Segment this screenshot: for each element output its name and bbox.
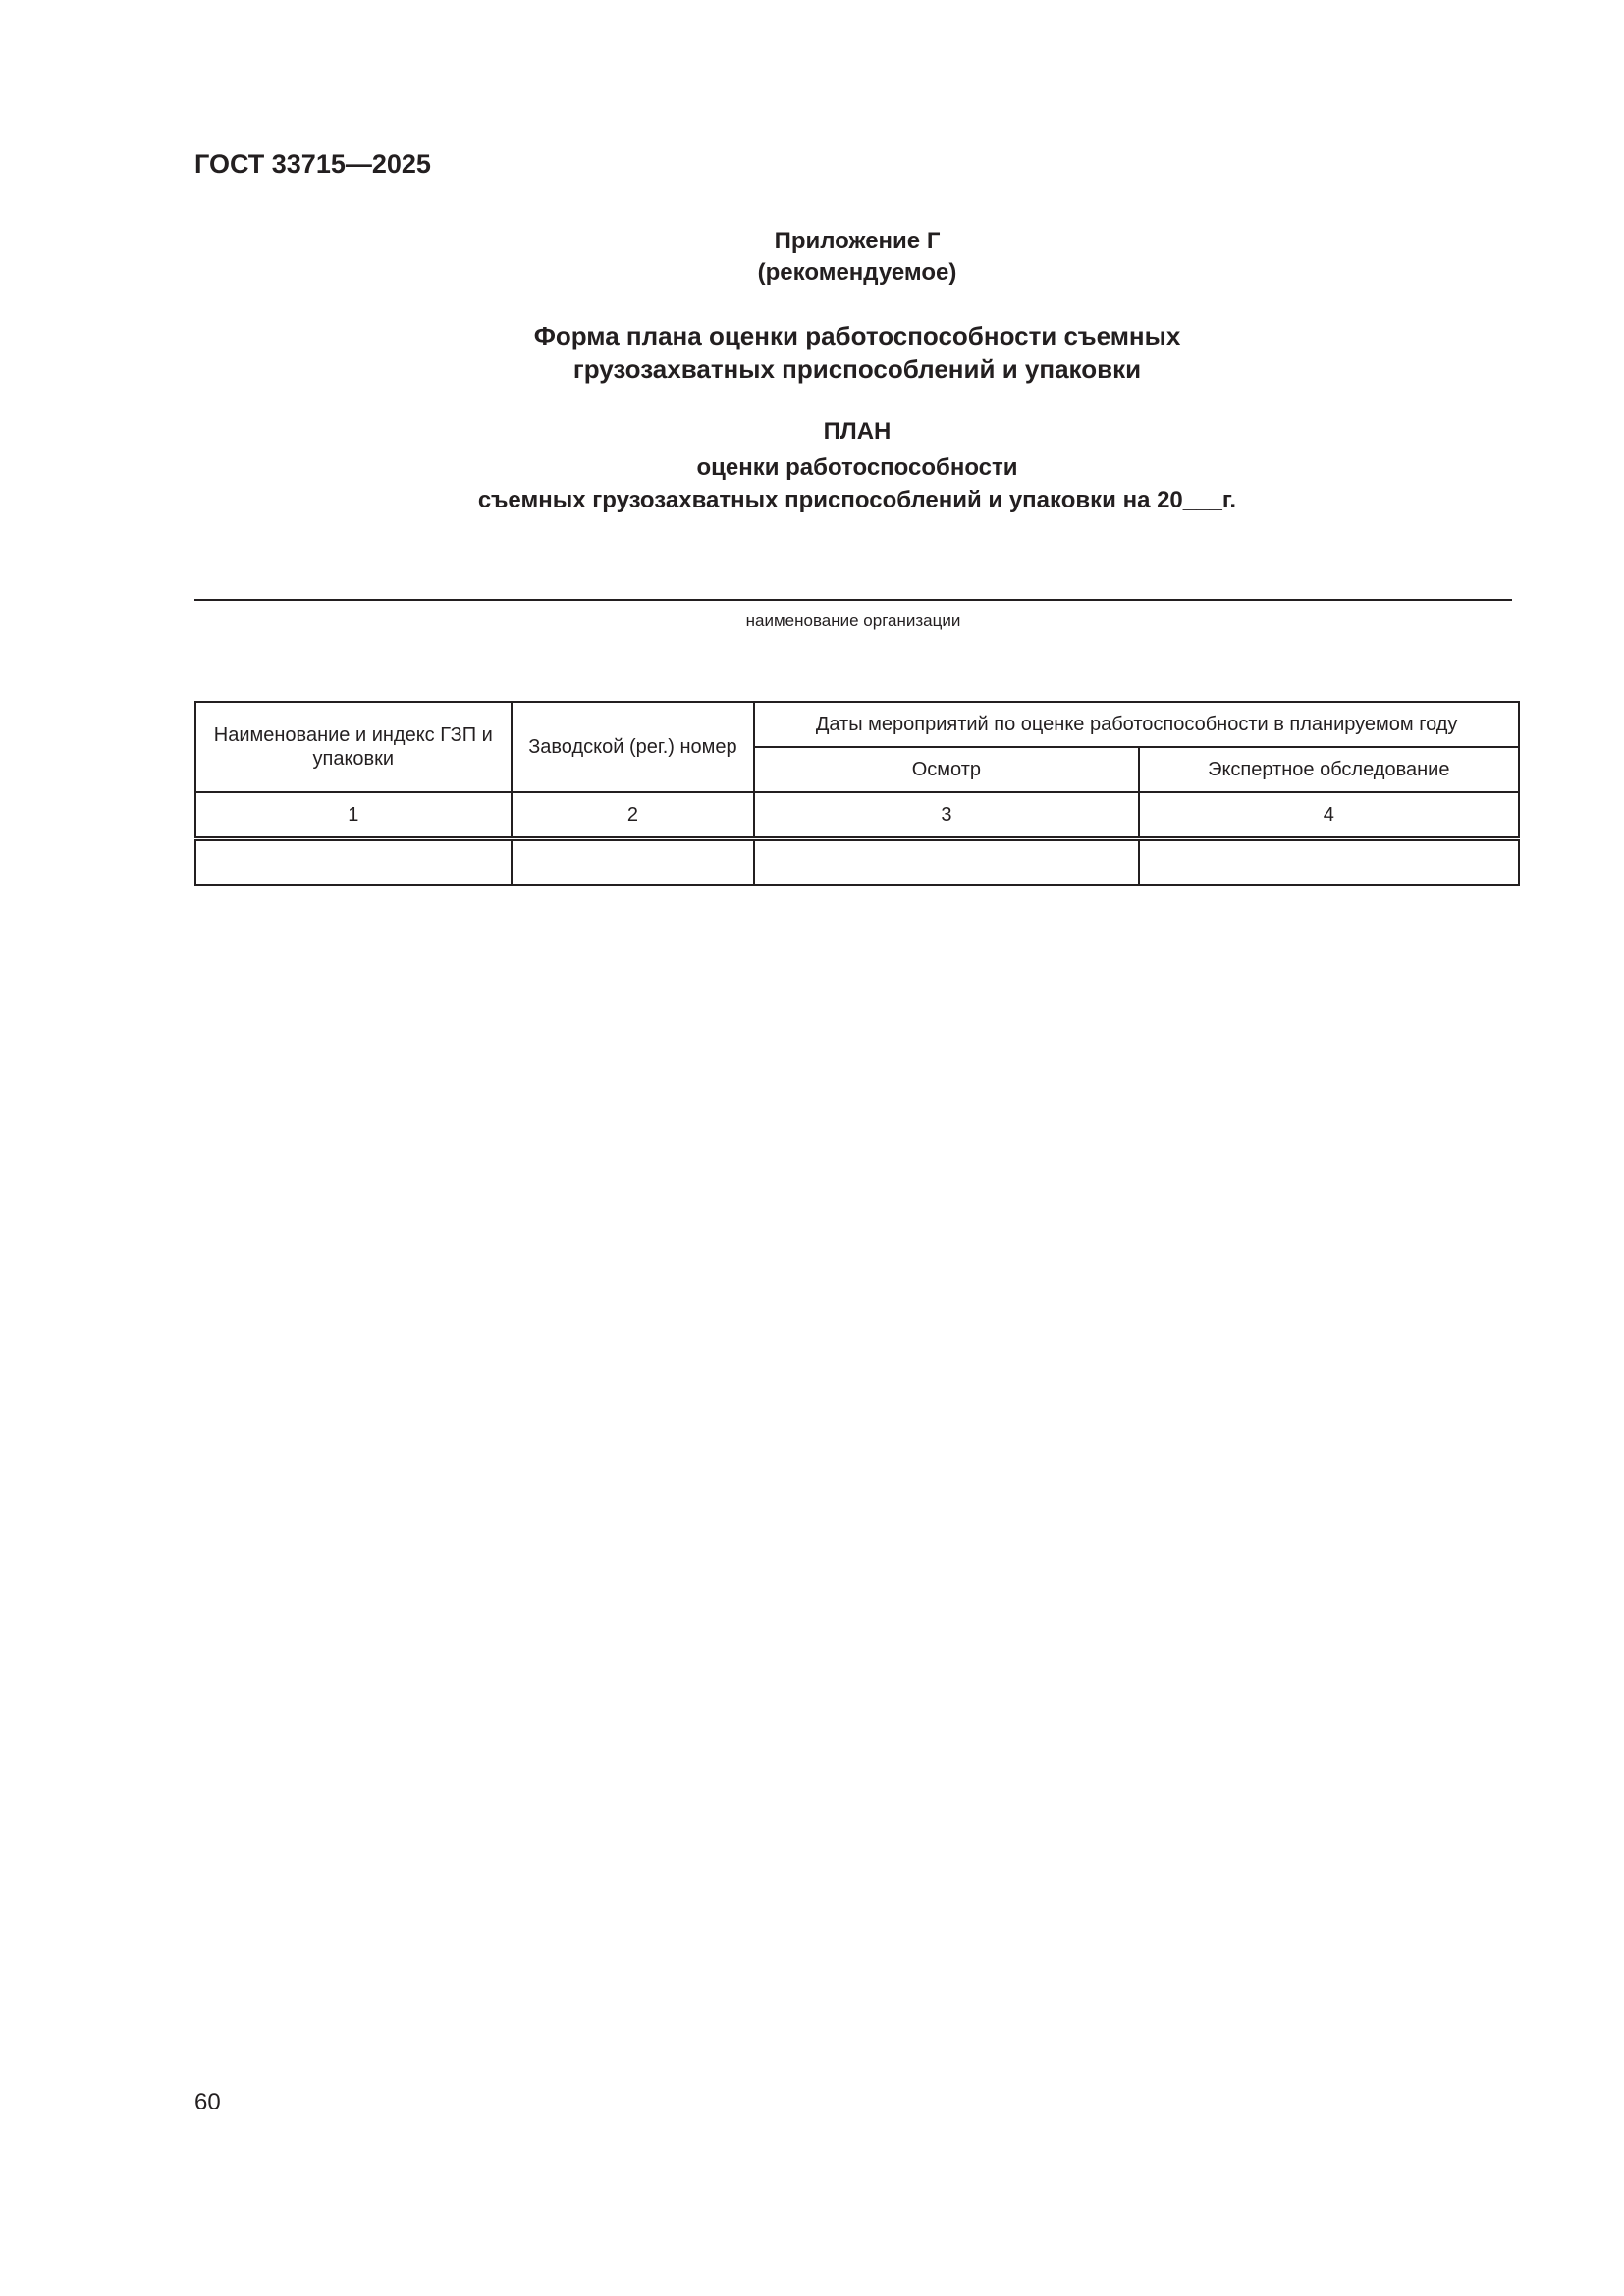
empty-cell: [1139, 839, 1519, 886]
form-title-line1: Форма плана оценки работоспособности съемных: [533, 321, 1181, 350]
empty-cell: [512, 839, 755, 886]
appendix-title: Приложение Г: [774, 228, 941, 254]
empty-cell: [195, 839, 512, 886]
column-numbers-row: [195, 792, 1519, 839]
plan-table: [194, 701, 1520, 886]
header-serial-number: Заводской (рег.) номер: [512, 702, 755, 792]
empty-row: [195, 839, 1519, 886]
organization-caption: наименование организации: [745, 612, 961, 630]
header-name-index: Наименование и индекс ГЗП и упаковки: [195, 702, 512, 792]
organization-name-line: [194, 599, 1512, 601]
empty-cell: [754, 839, 1138, 886]
column-number: 1: [195, 792, 512, 839]
header-event-dates: Даты мероприятий по оценке работоспособности в планируемом году: [754, 702, 1519, 747]
page-number: 60: [194, 2089, 221, 2115]
appendix-status: (рекомендуемое): [757, 259, 957, 286]
header-expert-examination: Экспертное обследование: [1139, 747, 1519, 792]
column-number: 2: [512, 792, 755, 839]
form-title-line2: грузозахватных приспособлений и упаковки: [572, 354, 1142, 384]
column-number: 3: [754, 792, 1138, 839]
header-inspection: Осмотр: [754, 747, 1138, 792]
column-number: 4: [1139, 792, 1519, 839]
document-id: ГОСТ 33715—2025: [194, 149, 431, 179]
plan-title: ПЛАН: [823, 418, 892, 445]
plan-subtitle-line1: оценки работоспособности: [696, 454, 1018, 481]
plan-subtitle-line2: съемных грузозахватных приспособлений и упаковки на 20___г.: [477, 487, 1237, 513]
